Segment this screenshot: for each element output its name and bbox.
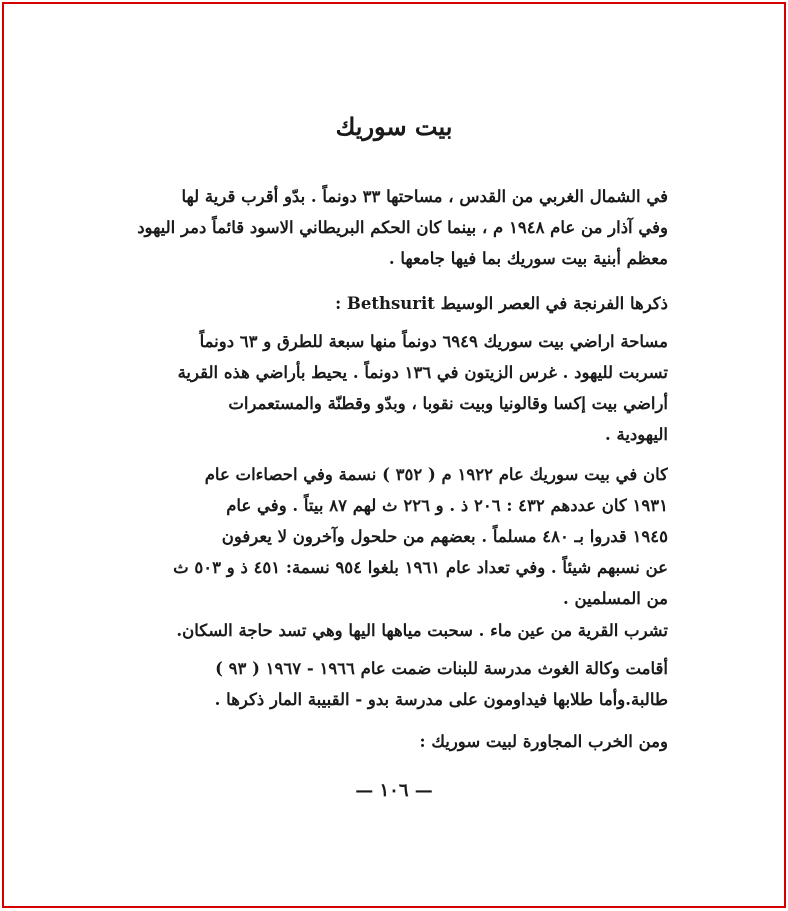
text-line: اليهودية . [605,425,668,444]
text-line: ١٩٤٥ قدروا بـ ٤٨٠ مسلماً . بعضهم من حلحول وآخرون لا يعرفون [221,527,668,546]
paragraph-lands [92,326,668,450]
text-line: وفي آذار من عام ١٩٤٨ م ، بينما كان الحكم البريطاني الاسود قائماً دمر اليهود [137,218,668,237]
text-line: من المسلمين . [562,589,668,608]
paragraph-population [92,459,668,614]
paragraph-crusader [92,288,668,319]
text-line: ذكرها الفرنجة في العصر الوسيط Bethsurit : [335,294,668,313]
paragraph-school [92,653,668,715]
text-line: في الشمال الغربي من القدس ، مساحتها ٣٣ دونماً . بدّو أقرب قرية لها [181,187,668,206]
paragraph-intro [92,181,668,274]
text-line: تشرب القرية من عين ماء . سحبت مياهها اليها وهي تسد حاجة السكان. [176,621,668,640]
page-number: — ١٠٦ — [355,780,433,801]
text-line: معظم أبنية بيت سوريك بما فيها جامعها . [388,249,668,268]
text-line: ومن الخرب المجاورة لبيت سوريك : [419,732,668,751]
paragraph-ruins [92,726,668,757]
page-title: بيت سوريك [335,112,453,141]
text-line: مساحة اراضي بيت سوريك ٦٩٤٩ دونماً منها سبعة للطرق و ٦٣ دونماً [199,332,668,351]
text-line: عن نسبهم شيئاً . وفي تعداد عام ١٩٦١ بلغوا ٩٥٤ نسمة: ٤٥١ ذ و ٥٠٣ ث [173,558,668,577]
text-line: ١٩٣١ كان عددهم ٤٣٢ : ٢٠٦ ذ . و ٢٢٦ ث لهم ٨٧ بيتاً . وفي عام [226,496,668,515]
text-line: أقامت وكالة الغوث مدرسة للبنات ضمت عام ١٩٦٦ - ١٩٦٧ ( ٩٣ ) [215,659,668,678]
text-line: تسربت لليهود . غرس الزيتون في ١٣٦ دونماً . يحيط بأراضي هذه القرية [177,363,668,382]
text-line: طالبة.وأما طلابها فيداومون على مدرسة بدو - القبيبة المار ذكرها . [214,690,668,709]
text-line: كان في بيت سوريك عام ١٩٢٢ م ( ٣٥٢ ) نسمة وفي احصاءات عام [204,465,668,484]
text-line: أراضي بيت إكسا وقالونيا وبيت نقوبا ، وبدّو وقطنّة والمستعمرات [228,394,668,413]
paragraph-water [92,615,668,646]
